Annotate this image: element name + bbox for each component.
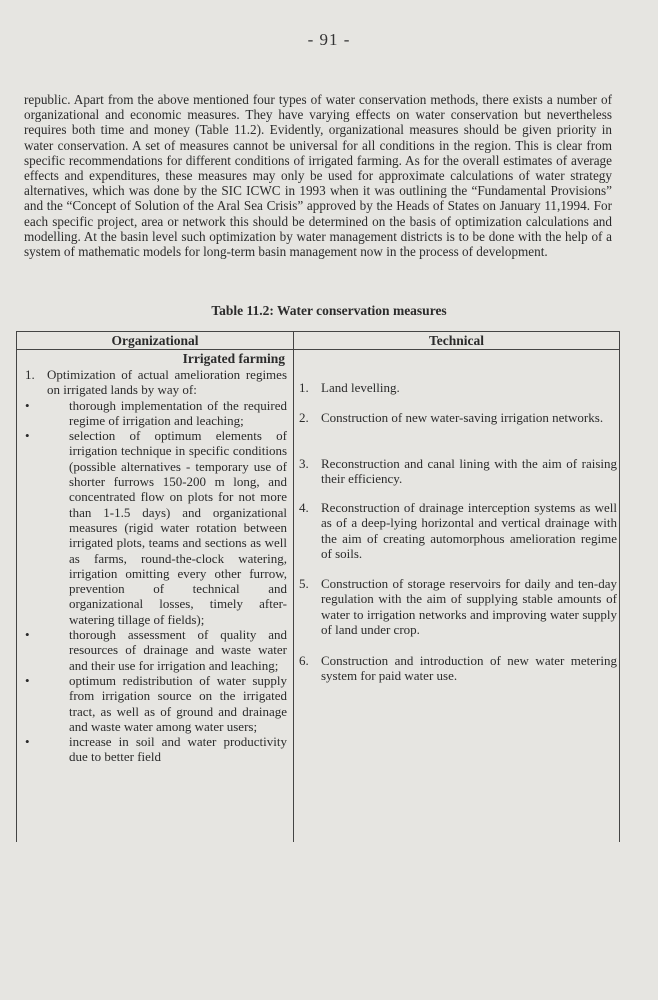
bullet-text: thorough implementation of the required regime of irrigation and leaching; <box>69 397 287 428</box>
technical-item-2 <box>299 410 617 425</box>
bullet-icon: • <box>25 627 30 643</box>
bullet-text: increase in soil and water productivity due to better field <box>69 734 287 765</box>
table-caption: Table 11.2: Water conservation measures <box>211 303 447 318</box>
header-divider <box>17 349 619 350</box>
bullet-icon: • <box>25 672 30 688</box>
organizational-item-1 <box>25 367 287 398</box>
bullet-icon: • <box>25 397 30 413</box>
item-text: Reconstruction of drainage interception systems as well as of a deep-lying horizontal and vertical drainage with the aim of creating automorphous amelioration regime of soils. <box>321 500 617 561</box>
bullet-text: selection of optimum elements of irrigation technique in specific conditions (possible alternatives - temporary use of shorter furrows 150-200 m long, and concentrated flow on plots for not more than 1-1.5 days) and organizational measures (rigid water rotation between irrigated plots, teams and sections as well as farms, round-the-clock watering, irrigation omitting every other furrow, prevention of technical and organizational losses, timely after-watering tillage of fields); <box>69 428 287 627</box>
bullet-item <box>25 428 287 627</box>
bullet-icon: • <box>25 428 30 444</box>
item-text: Construction of storage reservoirs for daily and ten-day regulation with the aim of supplying stable amounts of water to irrigation networks and improving water supply of land under crop. <box>321 576 617 637</box>
technical-item-6 <box>299 653 617 684</box>
item-number: 6. <box>299 653 309 668</box>
bullet-text: optimum redistribution of water supply from irrigation source on the irrigated tract, as well as of ground and drainage and waste water among water users; <box>69 672 287 734</box>
section-irrigated-farming: Irrigated farming <box>182 351 285 366</box>
item-number: 1. <box>25 367 35 382</box>
technical-item-1 <box>299 380 617 395</box>
item-text: Land levelling. <box>321 380 400 395</box>
bullet-text: thorough assessment of quality and resources of drainage and waste water and their use for irrigation and leaching; <box>69 627 287 673</box>
column-divider <box>293 332 294 842</box>
item-text: Construction and introduction of new water metering system for paid water use. <box>321 653 617 684</box>
page-number: - 91 - <box>307 30 351 49</box>
item-text: Optimization of actual amelioration regimes on irrigated lands by way of: <box>47 367 287 398</box>
item-number: 2. <box>299 410 309 425</box>
bullet-item <box>25 734 287 765</box>
bullet-item <box>25 398 287 429</box>
water-conservation-table <box>16 331 620 842</box>
bullet-item <box>25 627 287 673</box>
intro-paragraph: republic. Apart from the above mentioned four types of water conservation methods, there exists a number of organizational and economic measures. They have varying effects on water conservation but nevertheless requires both time and money (Table 11.2). Evidently, organizational measures should be given priority in water conservation. A set of measures cannot be universal for all conditions in the region. This is clear from specific recommendations for different conditions of irrigated farming. As for the overall estimates of average effects and expenditures, these measures may only be used for approximate calculations of water strategy alternatives, which was done by the SIC ICWC in 1993 when it was outlining the “Fundamental Provisions” and the “Concept of Solution of the Aral Sea Crisis” approved by the Heads of States on January 11,1994. For each specific project, area or network this should be determined on the basis of optimization calculations and modelling. At the basin level such optimization by water management districts is to be done with the help of a system of mathematic models for long-term basin management now in the process of development. <box>24 92 612 260</box>
technical-item-4 <box>299 500 617 561</box>
item-number: 4. <box>299 500 309 515</box>
organizational-column <box>25 367 287 765</box>
technical-item-5 <box>299 576 617 637</box>
item-number: 1. <box>299 380 309 395</box>
item-number: 5. <box>299 576 309 591</box>
bullet-icon: • <box>25 734 30 750</box>
header-technical: Technical <box>428 333 484 348</box>
bullet-item <box>25 673 287 734</box>
header-organizational: Organizational <box>111 333 199 348</box>
item-text: Reconstruction and canal lining with the aim of raising their efficiency. <box>321 456 617 487</box>
technical-item-3 <box>299 456 617 487</box>
item-number: 3. <box>299 456 309 471</box>
item-text: Construction of new water-saving irrigation networks. <box>321 410 604 425</box>
